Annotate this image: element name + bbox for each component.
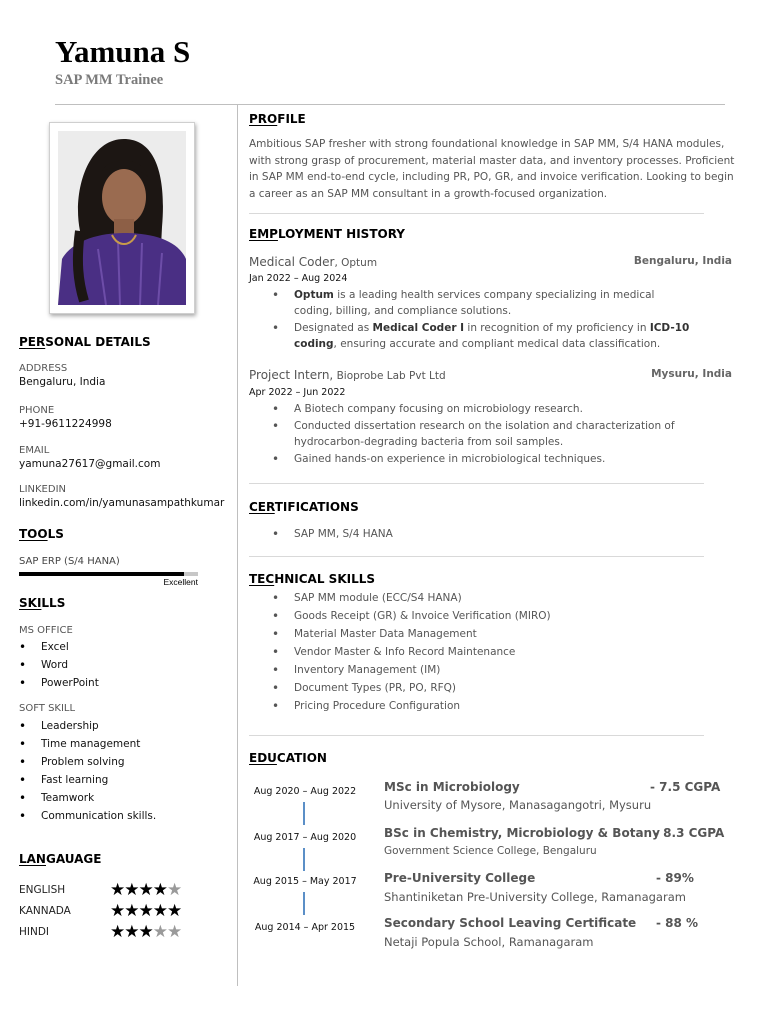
education-dates: Aug 2017 – Aug 2020 xyxy=(253,832,357,843)
job-bullets xyxy=(272,401,692,468)
list-item: • Word xyxy=(19,656,99,674)
tool-proficiency-bar xyxy=(19,572,198,576)
education-school: Government Science College, Bengaluru xyxy=(384,845,597,857)
language-heading: LANGAUAGE xyxy=(19,852,102,866)
job-dates: Jan 2022 – Aug 2024 xyxy=(249,273,348,284)
list-item: • Communication skills. xyxy=(19,807,156,825)
email-label: EMAIL xyxy=(19,445,50,456)
language-row xyxy=(19,901,219,922)
timeline-connector xyxy=(303,802,305,825)
education-degree: Pre-University College xyxy=(384,871,536,885)
tool-name: SAP ERP (S/4 HANA) xyxy=(19,556,120,567)
language-row xyxy=(19,880,219,901)
list-item: • PowerPoint xyxy=(19,674,99,692)
list-item: • Fast learning xyxy=(19,771,156,789)
list-item: • Optum is a leading health services company specializing in medical coding, billing, and compliance solutions. xyxy=(272,287,692,319)
education-dates: Aug 2014 – Apr 2015 xyxy=(254,922,356,933)
list-item: • Goods Receipt (GR) & Invoice Verification (MIRO) xyxy=(272,607,692,625)
email-field xyxy=(19,445,160,470)
employment-heading: EMPLOYMENT HISTORY xyxy=(249,227,405,241)
tools-heading: TOOLS xyxy=(19,527,64,541)
linkedin-value[interactable]: linkedin.com/in/yamunasampathkumar xyxy=(19,497,225,509)
section-divider xyxy=(249,483,704,484)
education-grade: - 8.3 CGPA xyxy=(654,826,725,840)
list-item: • Time management xyxy=(19,735,156,753)
phone-value: +91-9611224998 xyxy=(19,418,112,430)
education-grade: - 7.5 CGPA xyxy=(650,780,721,794)
list-item: • Gained hands-on experience in microbiological techniques. xyxy=(272,451,692,467)
job-location: Mysuru, India xyxy=(651,368,732,380)
list-item: • Inventory Management (IM) xyxy=(272,661,692,679)
candidate-name: Yamuna S xyxy=(55,34,191,69)
list-item: • Leadership xyxy=(19,717,156,735)
job-location: Bengaluru, India xyxy=(633,255,732,267)
language-name: HINDI xyxy=(19,926,50,938)
education-school: Netaji Popula School, Ramanagaram xyxy=(384,935,594,949)
personal-details-heading: PERSONAL DETAILS xyxy=(19,335,151,349)
list-item: • Designated as Medical Coder I in recognition of my proficiency in ICD-10 coding, ensuring accurate and compliant medical data classification. xyxy=(272,320,692,352)
job-bullets xyxy=(272,287,692,353)
list-item: • SAP MM, S/4 HANA xyxy=(272,525,692,543)
education-dates: Aug 2020 – Aug 2022 xyxy=(253,786,357,797)
ms-office-label: MS OFFICE xyxy=(19,625,73,636)
ms-office-list xyxy=(19,638,99,692)
section-divider xyxy=(249,213,704,214)
profile-text: Ambitious SAP fresher with strong foundational knowledge in SAP MM, S/4 HANA modules, with strong grasp of procurement, material master data, and inventory processes. Proficient in SAP MM end-to-end cycle, including PR, PO, GR, and invoice verification. Looking to begin a career as an SAP MM consultant in a growth-focused organization. xyxy=(249,138,735,200)
education-degree: BSc in Chemistry, Microbiology & Botany xyxy=(384,826,660,840)
section-divider xyxy=(249,735,704,736)
linkedin-field xyxy=(19,484,224,509)
list-item: • Pricing Procedure Configuration xyxy=(272,697,692,715)
header-divider xyxy=(55,104,725,105)
language-row xyxy=(19,922,219,943)
education-dates: Aug 2015 – May 2017 xyxy=(253,876,357,887)
language-name: ENGLISH xyxy=(19,884,66,896)
language-name: KANNADA xyxy=(19,905,71,917)
skills-heading: SKILLS xyxy=(19,596,66,610)
technical-skills-heading: TECHNICAL SKILLS xyxy=(249,572,376,586)
list-item: • Vendor Master & Info Record Maintenance xyxy=(272,643,692,661)
profile-photo-frame xyxy=(49,122,195,314)
list-item: • A Biotech company focusing on microbiology research. xyxy=(272,401,692,417)
section-divider xyxy=(249,556,704,557)
certifications-list xyxy=(272,525,692,543)
soft-skill-list xyxy=(19,717,156,825)
education-degree: MSc in Microbiology xyxy=(384,780,520,794)
soft-skill-label: SOFT SKILL xyxy=(19,703,76,714)
phone-field xyxy=(19,405,112,430)
profile-heading: PROFILE xyxy=(249,112,306,126)
education-school: University of Mysore, Manasagangotri, Mysuru xyxy=(384,798,652,812)
education-school: Shantiniketan Pre-University College, Ramanagaram xyxy=(384,890,686,904)
star-rating-icon: ★★★★★ xyxy=(110,880,182,900)
technical-skills-list xyxy=(272,589,692,715)
star-rating-icon: ★★★★★ xyxy=(110,922,182,942)
address-value: Bengaluru, India xyxy=(19,376,106,388)
list-item: • Conducted dissertation research on the isolation and characterization of hydrocarbon-degrading bacteria from soil samples. xyxy=(272,418,692,450)
candidate-title: SAP MM Trainee xyxy=(55,72,164,88)
education-grade: - 88 % xyxy=(656,916,699,930)
education-grade: - 89% xyxy=(656,871,694,885)
education-heading: EDUCATION xyxy=(249,751,327,765)
job-title: Medical Coder, Optum xyxy=(249,255,378,269)
timeline-connector xyxy=(303,848,305,871)
column-divider xyxy=(237,104,238,986)
phone-label: PHONE xyxy=(19,405,55,416)
tool-proficiency-fill xyxy=(19,572,184,576)
address-label: ADDRESS xyxy=(19,363,68,374)
list-item: • Problem solving xyxy=(19,753,156,771)
tool-proficiency-label: Excellent xyxy=(163,577,198,587)
list-item: • Teamwork xyxy=(19,789,156,807)
list-item: • Excel xyxy=(19,638,99,656)
education-degree: Secondary School Leaving Certificate xyxy=(384,916,637,930)
list-item: • SAP MM module (ECC/S4 HANA) xyxy=(272,589,692,607)
star-rating-icon: ★★★★★ xyxy=(110,901,182,921)
job-title: Project Intern, Bioprobe Lab Pvt Ltd xyxy=(249,368,446,382)
certifications-heading: CERTIFICATIONS xyxy=(249,500,359,514)
job-dates: Apr 2022 – Jun 2022 xyxy=(249,387,346,398)
address-field xyxy=(19,363,105,388)
linkedin-label: LINKEDIN xyxy=(19,484,67,495)
list-item: • Material Master Data Management xyxy=(272,625,692,643)
timeline-connector xyxy=(303,892,305,915)
email-value[interactable]: yamuna27617@gmail.com xyxy=(19,458,161,470)
profile-photo xyxy=(58,131,186,305)
list-item: • Document Types (PR, PO, RFQ) xyxy=(272,679,692,697)
